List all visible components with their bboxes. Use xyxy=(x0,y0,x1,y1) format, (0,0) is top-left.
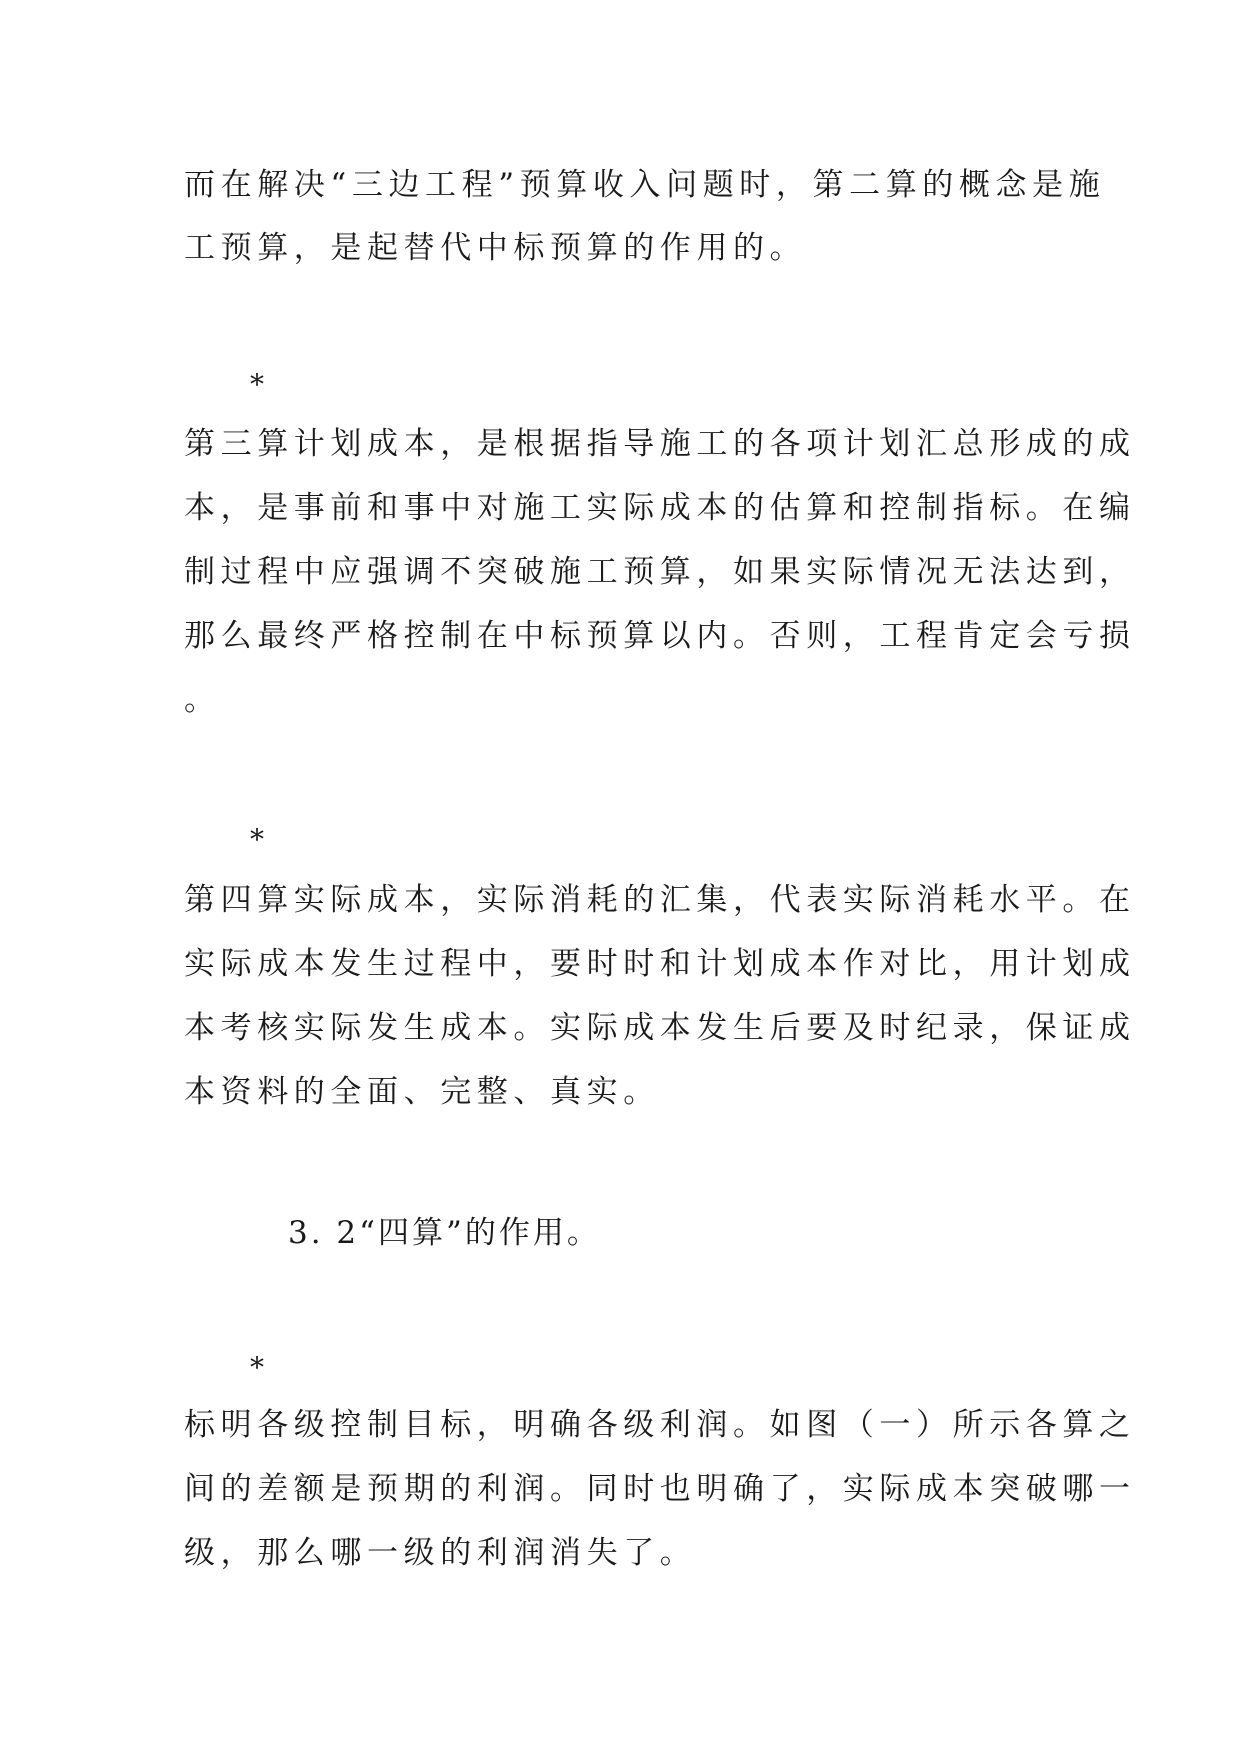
bullet-marker: * xyxy=(250,1351,264,1384)
paragraph-line: 。 xyxy=(184,682,221,718)
paragraph-line: 制过程中应强调不突破施工预算，如果实际情况无法达到， xyxy=(184,554,1136,590)
bullet-marker: * xyxy=(250,368,264,401)
paragraph-line: 标明各级控制目标，明确各级利润。如图（一）所示各算之 xyxy=(184,1407,1136,1443)
paragraph-line: 级，那么哪一级的利润消失了。 xyxy=(184,1535,697,1571)
paragraph-line: 工预算，是起替代中标预算的作用的。 xyxy=(184,230,807,266)
paragraph-line: 而在解决“三边工程”预算收入问题时，第二算的概念是施 xyxy=(184,167,1106,203)
paragraph-line: 间的差额是预期的利润。同时也明确了，实际成本突破哪一 xyxy=(184,1471,1136,1507)
paragraph-line: 那么最终严格控制在中标预算以内。否则，工程肯定会亏损 xyxy=(184,618,1136,654)
paragraph-line: 第四算实际成本，实际消耗的汇集，代表实际消耗水平。在 xyxy=(184,882,1136,918)
section-heading: 3. 2“四算”的作用。 xyxy=(288,1215,601,1251)
bullet-marker: * xyxy=(250,823,264,856)
paragraph-line: 本考核实际发生成本。实际成本发生后要及时纪录，保证成 xyxy=(184,1010,1136,1046)
paragraph-line: 实际成本发生过程中，要时时和计划成本作对比，用计划成 xyxy=(184,946,1136,982)
paragraph-line: 本，是事前和事中对施工实际成本的估算和控制指标。在编 xyxy=(184,490,1136,526)
paragraph-line: 本资料的全面、完整、真实。 xyxy=(184,1074,660,1110)
paragraph-line: 第三算计划成本，是根据指导施工的各项计划汇总形成的成 xyxy=(184,426,1136,462)
